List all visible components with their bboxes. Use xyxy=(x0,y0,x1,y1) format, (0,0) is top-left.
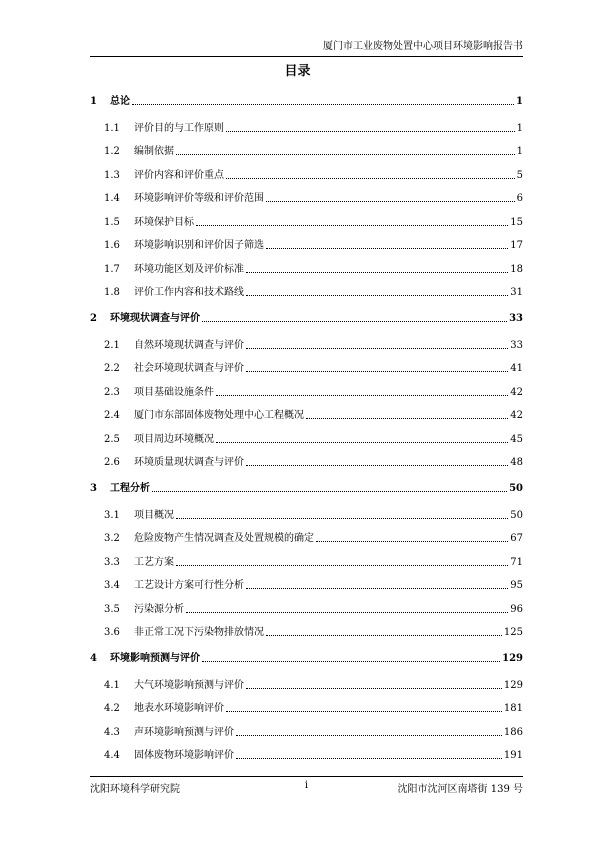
toc-leader-dots xyxy=(236,734,502,736)
toc-entry-page: 5 xyxy=(516,169,523,181)
toc-entry-number: 1 xyxy=(90,96,97,107)
toc-entry-number: 2.6 xyxy=(104,457,120,468)
toc-entry-title: 工艺设计方案可行性分析 xyxy=(134,580,244,591)
toc-section-entry[interactable] xyxy=(90,111,523,135)
toc-entry-number: 4.2 xyxy=(104,703,120,714)
footer-left: 沈阳环境科学研究院 xyxy=(90,784,180,795)
toc-entry-page: 71 xyxy=(510,556,523,568)
toc-leader-dots xyxy=(226,710,502,712)
toc-entry-page: 33 xyxy=(510,339,523,351)
toc-entry-page: 41 xyxy=(510,363,523,374)
toc-entry-title: 环境影响预测与评价 xyxy=(110,653,200,664)
toc-leader-dots xyxy=(316,540,508,542)
toc-leader-dots xyxy=(186,611,508,613)
toc-section-entry[interactable] xyxy=(90,422,523,446)
toc-entry-title: 工艺方案 xyxy=(134,556,174,568)
toc-entry-page: 1 xyxy=(516,146,523,157)
toc-section-entry[interactable] xyxy=(90,715,523,739)
table-of-contents xyxy=(90,84,523,762)
toc-entry-title: 项目基础设施条件 xyxy=(134,386,214,398)
toc-entry-page: 50 xyxy=(509,483,523,494)
toc-entry-page: 96 xyxy=(510,603,523,615)
toc-entry-number: 3.6 xyxy=(104,627,120,638)
toc-leader-dots xyxy=(246,370,508,372)
toc-entry-title: 环境现状调查与评价 xyxy=(110,313,200,324)
toc-entry-page: 129 xyxy=(503,679,523,691)
toc-entry-title: 固体废物环境影响评价 xyxy=(134,750,234,761)
toc-leader-dots xyxy=(152,490,507,492)
toc-leader-dots xyxy=(246,464,508,466)
toc-section-entry[interactable] xyxy=(90,446,523,470)
toc-section-entry[interactable] xyxy=(90,399,523,423)
toc-entry-page: 50 xyxy=(510,509,523,521)
toc-entry-number: 4.4 xyxy=(104,750,120,761)
toc-entry-title: 项目概况 xyxy=(134,509,174,521)
toc-entry-page: 95 xyxy=(510,580,523,591)
toc-entry-page: 67 xyxy=(510,533,523,544)
toc-section-entry[interactable] xyxy=(90,545,523,569)
toc-entry-title: 危险废物产生情况调查及处置规模的确定 xyxy=(134,533,314,544)
toc-leader-dots xyxy=(236,757,502,759)
toc-entry-page: 181 xyxy=(503,703,523,714)
toc-leader-dots xyxy=(246,587,508,589)
header-text: 厦门市工业废物处置中心项目环境影响报告书 xyxy=(323,41,523,52)
toc-chapter-entry[interactable] xyxy=(90,471,523,495)
footer-right: 沈阳市沈河区南塔街 139 号 xyxy=(397,784,523,795)
toc-section-entry[interactable] xyxy=(90,205,523,229)
toc-leader-dots xyxy=(226,130,515,132)
toc-entry-title: 总论 xyxy=(110,96,130,107)
toc-entry-number: 4.1 xyxy=(104,679,120,691)
toc-entry-number: 4 xyxy=(90,653,97,664)
toc-leader-dots xyxy=(246,687,502,689)
toc-entry-number: 2 xyxy=(90,313,97,324)
toc-entry-page: 31 xyxy=(510,287,523,298)
toc-section-entry[interactable] xyxy=(90,375,523,399)
toc-entry-title: 评价内容和评价重点 xyxy=(134,169,224,181)
toc-entry-page: 18 xyxy=(510,263,523,275)
toc-chapter-entry[interactable] xyxy=(90,84,523,108)
toc-entry-title: 环境质量现状调查与评价 xyxy=(134,457,244,468)
toc-entry-number: 1.1 xyxy=(104,122,120,134)
toc-entry-number: 1.4 xyxy=(104,193,120,204)
toc-leader-dots xyxy=(266,247,508,249)
toc-entry-number: 3 xyxy=(90,483,97,494)
toc-entry-page: 191 xyxy=(503,750,523,761)
toc-section-entry[interactable] xyxy=(90,522,523,546)
toc-entry-number: 3.3 xyxy=(104,556,120,568)
toc-entry-page: 129 xyxy=(502,653,523,664)
toc-entry-number: 1.7 xyxy=(104,263,120,275)
toc-entry-number: 1.8 xyxy=(104,287,120,298)
toc-leader-dots xyxy=(176,564,508,566)
toc-entry-page: 48 xyxy=(510,457,523,468)
toc-section-entry[interactable] xyxy=(90,352,523,376)
page-footer xyxy=(90,776,523,795)
toc-chapter-entry[interactable] xyxy=(90,301,523,325)
toc-entry-title: 污染源分析 xyxy=(134,603,184,615)
toc-entry-page: 42 xyxy=(510,410,523,421)
toc-entry-page: 1 xyxy=(516,122,523,134)
toc-entry-page: 125 xyxy=(503,627,523,638)
toc-leader-dots xyxy=(202,320,507,322)
toc-section-entry[interactable] xyxy=(90,569,523,593)
toc-leader-dots xyxy=(246,271,508,273)
toc-section-entry[interactable] xyxy=(90,252,523,276)
toc-entry-number: 3.1 xyxy=(104,509,120,521)
toc-section-entry[interactable] xyxy=(90,692,523,716)
toc-entry-title: 评价目的与工作原则 xyxy=(134,122,224,134)
toc-entry-number: 1.6 xyxy=(104,240,120,251)
toc-leader-dots xyxy=(202,660,500,662)
toc-entry-number: 2.5 xyxy=(104,433,120,445)
footer-page-number: i xyxy=(304,780,309,791)
toc-leader-dots xyxy=(226,177,515,179)
toc-entry-number: 3.4 xyxy=(104,580,120,591)
toc-entry-number: 2.1 xyxy=(104,339,120,351)
toc-entry-title: 环境影响识别和评价因子筛选 xyxy=(134,240,264,251)
toc-section-entry[interactable] xyxy=(90,229,523,253)
toc-section-entry[interactable] xyxy=(90,182,523,206)
toc-section-entry[interactable] xyxy=(90,616,523,640)
toc-entry-page: 15 xyxy=(510,216,523,228)
toc-entry-page: 1 xyxy=(516,96,523,107)
toc-entry-page: 17 xyxy=(510,240,523,251)
toc-section-entry[interactable] xyxy=(90,498,523,522)
toc-entry-number: 3.5 xyxy=(104,603,120,615)
toc-entry-page: 45 xyxy=(510,433,523,445)
toc-entry-title: 环境保护目标 xyxy=(134,216,194,228)
toc-leader-dots xyxy=(246,294,508,296)
toc-entry-number: 1.2 xyxy=(104,146,120,157)
toc-entry-title: 大气环境影响预测与评价 xyxy=(134,679,244,691)
toc-leader-dots xyxy=(246,347,508,349)
toc-leader-dots xyxy=(216,394,508,396)
toc-leader-dots xyxy=(216,441,508,443)
toc-section-entry[interactable] xyxy=(90,739,523,763)
toc-chapter-entry[interactable] xyxy=(90,641,523,665)
toc-entry-number: 1.5 xyxy=(104,216,120,228)
toc-entry-page: 6 xyxy=(516,193,523,204)
toc-entry-number: 4.3 xyxy=(104,726,120,738)
toc-leader-dots xyxy=(266,634,502,636)
toc-leader-dots xyxy=(196,224,508,226)
toc-entry-number: 2.2 xyxy=(104,363,120,374)
toc-section-entry[interactable] xyxy=(90,135,523,159)
toc-entry-title: 非正常工况下污染物排放情况 xyxy=(134,627,264,638)
toc-entry-title: 环境功能区划及评价标准 xyxy=(134,263,244,275)
toc-entry-title: 评价工作内容和技术路线 xyxy=(134,287,244,298)
page-title: 目录 xyxy=(284,64,311,79)
toc-entry-title: 自然环境现状调查与评价 xyxy=(134,339,244,351)
toc-section-entry[interactable] xyxy=(90,158,523,182)
toc-entry-page: 33 xyxy=(509,313,523,324)
toc-leader-dots xyxy=(266,200,515,202)
toc-entry-title: 厦门市东部固体废物处理中心工程概况 xyxy=(134,410,304,421)
toc-section-entry[interactable] xyxy=(90,592,523,616)
toc-leader-dots xyxy=(306,417,508,419)
toc-entry-page: 186 xyxy=(503,726,523,738)
toc-entry-title: 工程分析 xyxy=(110,483,150,494)
toc-entry-number: 1.3 xyxy=(104,169,120,181)
toc-entry-title: 社会环境现状调查与评价 xyxy=(134,363,244,374)
toc-entry-title: 地表水环境影响评价 xyxy=(134,703,224,714)
toc-section-entry[interactable] xyxy=(90,668,523,692)
toc-entry-number: 2.3 xyxy=(104,386,120,398)
page-header xyxy=(90,40,523,57)
toc-section-entry[interactable] xyxy=(90,328,523,352)
toc-entry-page: 42 xyxy=(510,386,523,398)
toc-entry-number: 2.4 xyxy=(104,410,120,421)
toc-entry-title: 环境影响评价等级和评价范围 xyxy=(134,193,264,204)
toc-entry-title: 声环境影响预测与评价 xyxy=(134,726,234,738)
toc-entry-number: 3.2 xyxy=(104,533,120,544)
toc-entry-title: 项目周边环境概况 xyxy=(134,433,214,445)
toc-leader-dots xyxy=(132,103,514,105)
toc-section-entry[interactable] xyxy=(90,276,523,300)
toc-entry-title: 编制依据 xyxy=(134,146,174,157)
toc-leader-dots xyxy=(176,517,508,519)
toc-leader-dots xyxy=(176,153,515,155)
